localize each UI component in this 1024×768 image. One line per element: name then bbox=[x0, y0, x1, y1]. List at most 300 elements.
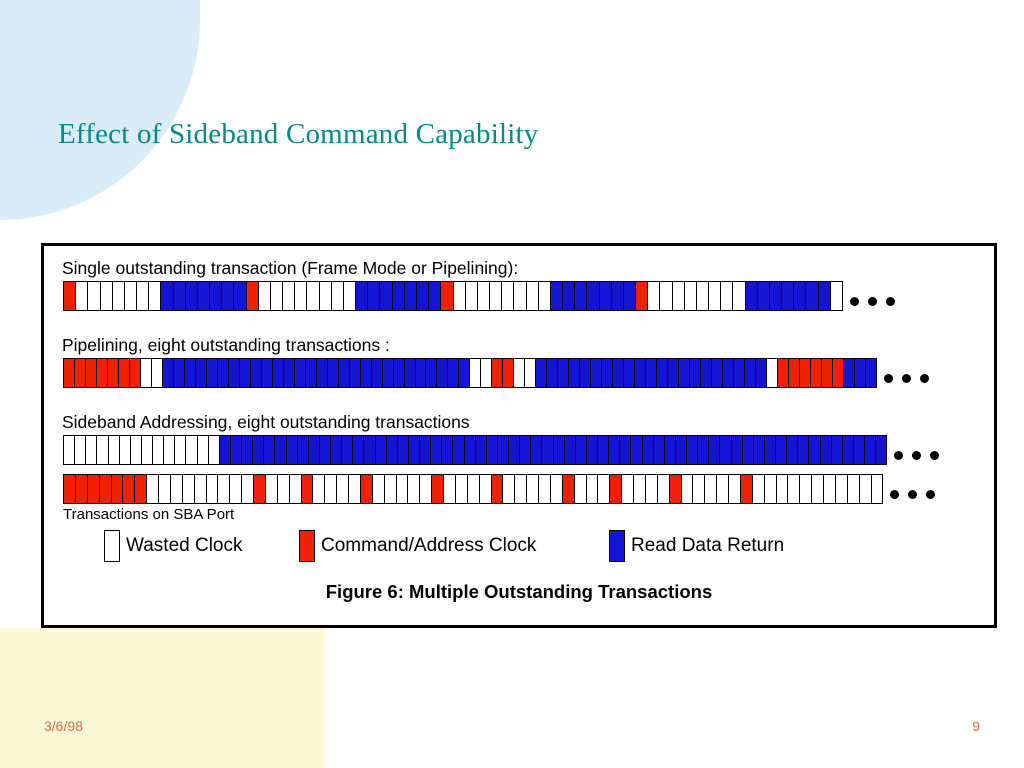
clock-cell bbox=[866, 359, 876, 387]
sba-port-caption: Transactions on SBA Port bbox=[63, 506, 235, 523]
legend-label-read: Read Data Return bbox=[631, 535, 785, 556]
clock-cell bbox=[229, 359, 240, 387]
clock-cell bbox=[709, 436, 720, 464]
clock-cell bbox=[75, 436, 86, 464]
clock-cell bbox=[844, 359, 855, 387]
figure-container bbox=[41, 243, 997, 628]
clock-cell bbox=[682, 475, 694, 503]
clock-cell bbox=[658, 475, 670, 503]
clock-cell bbox=[536, 359, 547, 387]
clock-cell bbox=[275, 436, 286, 464]
clock-cell bbox=[600, 282, 612, 310]
clock-cell bbox=[210, 282, 222, 310]
clock-cell bbox=[610, 475, 622, 503]
clock-cell bbox=[551, 475, 563, 503]
clock-cell bbox=[196, 359, 207, 387]
clock-cell bbox=[481, 359, 492, 387]
clock-cell bbox=[135, 475, 147, 503]
clock-cell bbox=[685, 282, 697, 310]
clock-cell bbox=[670, 475, 682, 503]
timing-strip-pipelining-eight bbox=[63, 358, 877, 388]
clock-cell bbox=[634, 475, 646, 503]
legend-item-read-data bbox=[609, 530, 784, 562]
clock-cell bbox=[794, 282, 806, 310]
clock-cell bbox=[186, 282, 198, 310]
clock-cell bbox=[328, 359, 339, 387]
clock-cell bbox=[364, 436, 375, 464]
clock-cell bbox=[565, 436, 576, 464]
timing-strip-sideband-eight bbox=[63, 435, 887, 465]
clock-cell bbox=[789, 359, 800, 387]
clock-cell bbox=[531, 436, 542, 464]
clock-cell bbox=[612, 282, 624, 310]
clock-cell bbox=[527, 282, 539, 310]
clock-cell bbox=[242, 436, 253, 464]
clock-cell bbox=[456, 475, 468, 503]
clock-cell bbox=[231, 436, 242, 464]
clock-cell bbox=[309, 436, 320, 464]
clock-cell bbox=[290, 475, 302, 503]
legend-swatch-command-icon bbox=[299, 530, 315, 562]
clock-cell bbox=[448, 359, 459, 387]
clock-cell bbox=[527, 475, 539, 503]
clock-cell bbox=[822, 359, 833, 387]
clock-cell bbox=[709, 282, 721, 310]
clock-cell bbox=[120, 436, 131, 464]
clock-cell bbox=[76, 282, 88, 310]
clock-cell bbox=[64, 436, 75, 464]
clock-cell bbox=[137, 282, 149, 310]
legend-swatch-read-icon bbox=[609, 530, 625, 562]
clock-cell bbox=[149, 282, 161, 310]
clock-cell bbox=[690, 359, 701, 387]
clock-cell bbox=[598, 436, 609, 464]
clock-cell bbox=[587, 436, 598, 464]
clock-cell bbox=[554, 436, 565, 464]
clock-cell bbox=[480, 475, 492, 503]
clock-cell bbox=[287, 436, 298, 464]
clock-cell bbox=[295, 359, 306, 387]
clock-cell bbox=[660, 282, 672, 310]
footer-page-number: 9 bbox=[972, 718, 980, 734]
clock-cell bbox=[648, 282, 660, 310]
clock-cell bbox=[101, 282, 113, 310]
clock-cell bbox=[542, 436, 553, 464]
clock-cell bbox=[620, 436, 631, 464]
clock-cell bbox=[514, 359, 525, 387]
clock-cell bbox=[806, 282, 818, 310]
clock-cell bbox=[743, 436, 754, 464]
clock-cell bbox=[478, 282, 490, 310]
clock-cell bbox=[361, 475, 373, 503]
clock-cell bbox=[405, 359, 416, 387]
clock-cell bbox=[385, 475, 397, 503]
clock-cell bbox=[665, 436, 676, 464]
clock-cell bbox=[253, 436, 264, 464]
clock-cell bbox=[631, 436, 642, 464]
clock-cell bbox=[453, 436, 464, 464]
clock-cell bbox=[112, 475, 124, 503]
clock-cell bbox=[417, 282, 429, 310]
clock-cell bbox=[800, 475, 812, 503]
clock-cell bbox=[503, 359, 514, 387]
clock-cell bbox=[697, 282, 709, 310]
clock-cell bbox=[809, 436, 820, 464]
clock-cell bbox=[569, 359, 580, 387]
clock-cell bbox=[142, 436, 153, 464]
clock-cell bbox=[153, 436, 164, 464]
clock-cell bbox=[298, 436, 309, 464]
clock-cell bbox=[765, 436, 776, 464]
clock-cell bbox=[254, 475, 266, 503]
clock-cell bbox=[701, 359, 712, 387]
clock-cell bbox=[342, 436, 353, 464]
clock-cell bbox=[746, 282, 758, 310]
clock-cell bbox=[657, 359, 668, 387]
clock-cell bbox=[753, 475, 765, 503]
clock-cell bbox=[729, 475, 741, 503]
clock-cell bbox=[468, 475, 480, 503]
clock-cell bbox=[209, 436, 220, 464]
row-label-single-outstanding: Single outstanding transaction (Frame Mode or Pipelining): bbox=[62, 258, 519, 278]
clock-cell bbox=[174, 282, 186, 310]
clock-cell bbox=[266, 475, 278, 503]
clock-cell bbox=[490, 282, 502, 310]
clock-cell bbox=[405, 282, 417, 310]
clock-cell bbox=[622, 475, 634, 503]
clock-cell bbox=[394, 359, 405, 387]
clock-cell bbox=[175, 436, 186, 464]
clock-cell bbox=[767, 359, 778, 387]
clock-cell bbox=[273, 359, 284, 387]
clock-cell bbox=[222, 282, 234, 310]
clock-cell bbox=[756, 359, 767, 387]
clock-cell bbox=[646, 475, 658, 503]
clock-cell bbox=[320, 282, 332, 310]
ellipsis-dots-row1 bbox=[850, 297, 895, 306]
clock-cell bbox=[100, 475, 112, 503]
clock-cell bbox=[64, 282, 76, 310]
clock-cell bbox=[503, 475, 515, 503]
clock-cell bbox=[563, 475, 575, 503]
clock-cell bbox=[397, 475, 409, 503]
decorative-yellow-corner bbox=[0, 628, 325, 768]
clock-cell bbox=[271, 282, 283, 310]
clock-cell bbox=[259, 282, 271, 310]
clock-cell bbox=[220, 436, 231, 464]
clock-cell bbox=[487, 436, 498, 464]
clock-cell bbox=[624, 359, 635, 387]
clock-cell bbox=[174, 359, 185, 387]
clock-cell bbox=[332, 282, 344, 310]
clock-cell bbox=[416, 359, 427, 387]
clock-cell bbox=[198, 282, 210, 310]
clock-cell bbox=[207, 475, 219, 503]
clock-cell bbox=[602, 359, 613, 387]
clock-cell bbox=[97, 359, 108, 387]
clock-cell bbox=[88, 475, 100, 503]
clock-cell bbox=[442, 436, 453, 464]
clock-cell bbox=[778, 359, 789, 387]
clock-cell bbox=[161, 282, 173, 310]
clock-cell bbox=[361, 359, 372, 387]
clock-cell bbox=[125, 282, 137, 310]
clock-cell bbox=[646, 359, 657, 387]
timing-strip-sba-port bbox=[63, 474, 883, 504]
clock-cell bbox=[788, 475, 800, 503]
clock-cell bbox=[64, 475, 76, 503]
clock-cell bbox=[383, 359, 394, 387]
clock-cell bbox=[723, 359, 734, 387]
clock-cell bbox=[307, 282, 319, 310]
clock-cell bbox=[635, 359, 646, 387]
footer-date: 3/6/98 bbox=[44, 718, 83, 734]
clock-cell bbox=[558, 359, 569, 387]
clock-cell bbox=[278, 475, 290, 503]
clock-cell bbox=[575, 475, 587, 503]
clock-cell bbox=[705, 475, 717, 503]
clock-cell bbox=[444, 475, 456, 503]
clock-cell bbox=[745, 359, 756, 387]
clock-cell bbox=[420, 475, 432, 503]
clock-cell bbox=[441, 282, 453, 310]
clock-cell bbox=[668, 359, 679, 387]
clock-cell bbox=[437, 359, 448, 387]
legend-item-command-clock bbox=[299, 530, 536, 562]
clock-cell bbox=[765, 475, 777, 503]
ellipsis-dots-row2 bbox=[884, 374, 929, 383]
clock-cell bbox=[591, 359, 602, 387]
clock-cell bbox=[240, 359, 251, 387]
clock-cell bbox=[476, 436, 487, 464]
clock-cell bbox=[587, 282, 599, 310]
clock-cell bbox=[636, 282, 648, 310]
clock-cell bbox=[609, 436, 620, 464]
clock-cell bbox=[777, 475, 789, 503]
clock-cell bbox=[812, 475, 824, 503]
clock-cell bbox=[409, 436, 420, 464]
clock-cell bbox=[331, 436, 342, 464]
clock-cell bbox=[408, 475, 420, 503]
clock-cell bbox=[860, 475, 872, 503]
clock-cell bbox=[159, 475, 171, 503]
clock-cell bbox=[337, 475, 349, 503]
clock-cell bbox=[325, 475, 337, 503]
clock-cell bbox=[339, 359, 350, 387]
clock-cell bbox=[876, 436, 886, 464]
clock-cell bbox=[782, 282, 794, 310]
clock-cell bbox=[349, 475, 361, 503]
clock-cell bbox=[492, 359, 503, 387]
clock-cell bbox=[163, 359, 174, 387]
clock-cell bbox=[432, 475, 444, 503]
clock-cell bbox=[520, 436, 531, 464]
row-label-sideband-eight: Sideband Addressing, eight outstanding transactions bbox=[62, 412, 470, 432]
clock-cell bbox=[283, 282, 295, 310]
clock-cell bbox=[776, 436, 787, 464]
clock-cell bbox=[171, 475, 183, 503]
clock-cell bbox=[624, 282, 636, 310]
clock-cell bbox=[376, 436, 387, 464]
clock-cell bbox=[466, 282, 478, 310]
clock-cell bbox=[387, 436, 398, 464]
clock-cell bbox=[465, 436, 476, 464]
clock-cell bbox=[754, 436, 765, 464]
clock-cell bbox=[679, 359, 690, 387]
clock-cell bbox=[654, 436, 665, 464]
clock-cell bbox=[373, 475, 385, 503]
clock-cell bbox=[698, 436, 709, 464]
clock-cell bbox=[230, 475, 242, 503]
clock-cell bbox=[295, 282, 307, 310]
clock-cell bbox=[147, 475, 159, 503]
clock-cell bbox=[539, 475, 551, 503]
clock-cell bbox=[575, 282, 587, 310]
clock-cell bbox=[758, 282, 770, 310]
clock-cell bbox=[344, 282, 356, 310]
clock-cell bbox=[525, 359, 536, 387]
clock-cell bbox=[218, 359, 229, 387]
clock-cell bbox=[613, 359, 624, 387]
clock-cell bbox=[317, 359, 328, 387]
clock-cell bbox=[164, 436, 175, 464]
clock-cell bbox=[247, 282, 259, 310]
clock-cell bbox=[353, 436, 364, 464]
clock-cell bbox=[843, 436, 854, 464]
clock-cell bbox=[833, 359, 844, 387]
clock-cell bbox=[393, 282, 405, 310]
clock-cell bbox=[598, 475, 610, 503]
clock-cell bbox=[770, 282, 782, 310]
clock-cell bbox=[509, 436, 520, 464]
clock-cell bbox=[831, 282, 842, 310]
clock-cell bbox=[76, 475, 88, 503]
clock-cell bbox=[580, 359, 591, 387]
clock-cell bbox=[514, 282, 526, 310]
clock-cell bbox=[854, 436, 865, 464]
clock-cell bbox=[86, 359, 97, 387]
clock-cell bbox=[119, 359, 130, 387]
clock-cell bbox=[380, 282, 392, 310]
legend-label-wasted: Wasted Clock bbox=[126, 535, 243, 556]
legend-item-wasted-clock bbox=[104, 530, 243, 562]
clock-cell bbox=[454, 282, 466, 310]
clock-cell bbox=[733, 282, 745, 310]
clock-cell bbox=[492, 475, 504, 503]
clock-cell bbox=[198, 436, 209, 464]
clock-cell bbox=[284, 359, 295, 387]
clock-cell bbox=[587, 475, 599, 503]
clock-cell bbox=[264, 436, 275, 464]
clock-cell bbox=[721, 282, 733, 310]
clock-cell bbox=[498, 436, 509, 464]
clock-cell bbox=[824, 475, 836, 503]
clock-cell bbox=[426, 359, 437, 387]
clock-cell bbox=[673, 282, 685, 310]
clock-cell bbox=[832, 436, 843, 464]
clock-cell bbox=[185, 359, 196, 387]
clock-cell bbox=[836, 475, 848, 503]
clock-cell bbox=[821, 436, 832, 464]
clock-cell bbox=[123, 475, 135, 503]
clock-cell bbox=[712, 359, 723, 387]
clock-cell bbox=[88, 282, 100, 310]
ellipsis-dots-row3 bbox=[894, 451, 939, 460]
clock-cell bbox=[819, 282, 831, 310]
clock-cell bbox=[429, 282, 441, 310]
clock-cell bbox=[798, 436, 809, 464]
clock-cell bbox=[109, 436, 120, 464]
clock-cell bbox=[720, 436, 731, 464]
clock-cell bbox=[551, 282, 563, 310]
decorative-blue-corner bbox=[0, 0, 200, 220]
page-title: Effect of Sideband Command Capability bbox=[58, 118, 539, 150]
clock-cell bbox=[431, 436, 442, 464]
clock-cell bbox=[687, 436, 698, 464]
clock-cell bbox=[848, 475, 860, 503]
clock-cell bbox=[855, 359, 866, 387]
clock-cell bbox=[865, 436, 876, 464]
clock-cell bbox=[693, 475, 705, 503]
clock-cell bbox=[811, 359, 822, 387]
clock-cell bbox=[515, 475, 527, 503]
clock-cell bbox=[420, 436, 431, 464]
timing-strip-single-outstanding bbox=[63, 281, 843, 311]
clock-cell bbox=[732, 436, 743, 464]
clock-cell bbox=[302, 475, 314, 503]
clock-cell bbox=[86, 436, 97, 464]
clock-cell bbox=[207, 359, 218, 387]
clock-cell bbox=[306, 359, 317, 387]
clock-cell bbox=[64, 359, 75, 387]
clock-cell bbox=[195, 475, 207, 503]
clock-cell bbox=[398, 436, 409, 464]
clock-cell bbox=[75, 359, 86, 387]
clock-cell bbox=[183, 475, 195, 503]
clock-cell bbox=[350, 359, 361, 387]
clock-cell bbox=[152, 359, 163, 387]
clock-cell bbox=[186, 436, 197, 464]
clock-cell bbox=[502, 282, 514, 310]
legend bbox=[64, 530, 1014, 564]
clock-cell bbox=[717, 475, 729, 503]
clock-cell bbox=[459, 359, 470, 387]
clock-cell bbox=[131, 436, 142, 464]
clock-cell bbox=[734, 359, 745, 387]
clock-cell bbox=[262, 359, 273, 387]
clock-cell bbox=[547, 359, 558, 387]
clock-cell bbox=[108, 359, 119, 387]
clock-cell bbox=[141, 359, 152, 387]
clock-cell bbox=[872, 475, 883, 503]
clock-cell bbox=[470, 359, 481, 387]
clock-cell bbox=[97, 436, 108, 464]
row-label-pipelining-eight: Pipelining, eight outstanding transactions : bbox=[62, 335, 390, 355]
clock-cell bbox=[130, 359, 141, 387]
clock-cell bbox=[676, 436, 687, 464]
clock-cell bbox=[787, 436, 798, 464]
clock-cell bbox=[251, 359, 262, 387]
clock-cell bbox=[563, 282, 575, 310]
ellipsis-dots-row4 bbox=[890, 490, 935, 499]
clock-cell bbox=[800, 359, 811, 387]
clock-cell bbox=[368, 282, 380, 310]
clock-cell bbox=[356, 282, 368, 310]
legend-label-command: Command/Address Clock bbox=[321, 535, 537, 556]
clock-cell bbox=[372, 359, 383, 387]
clock-cell bbox=[113, 282, 125, 310]
clock-cell bbox=[643, 436, 654, 464]
